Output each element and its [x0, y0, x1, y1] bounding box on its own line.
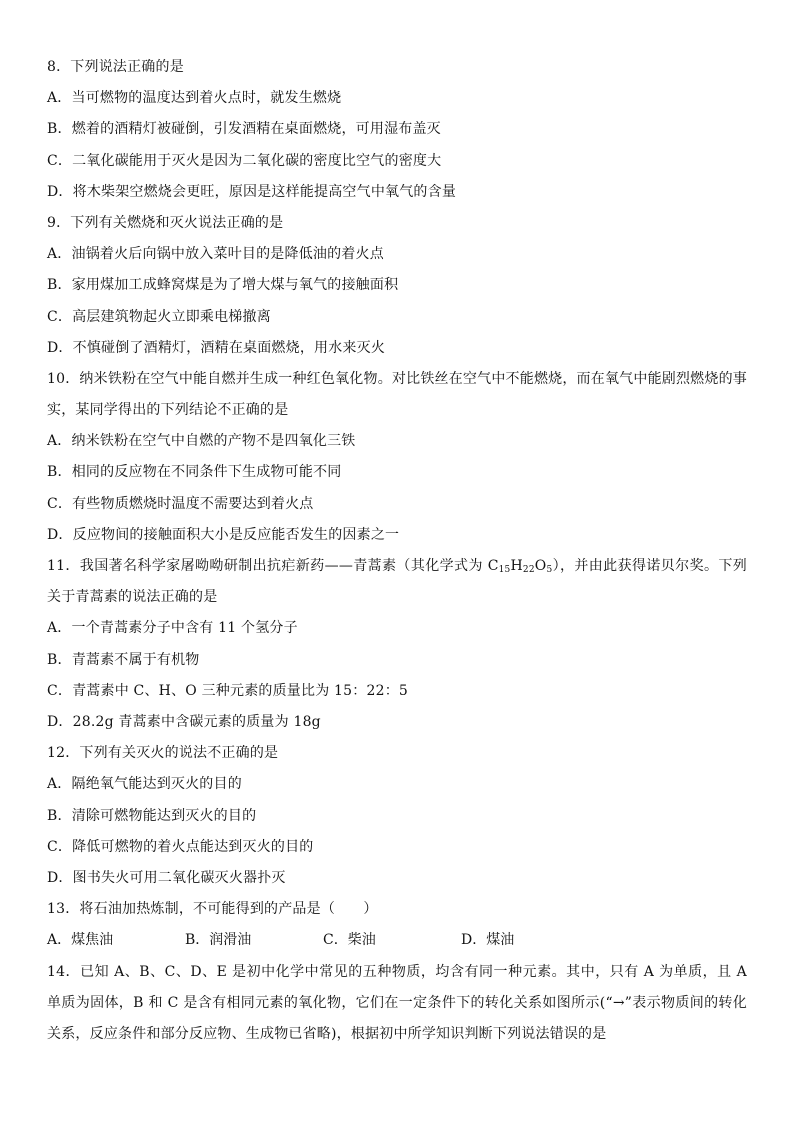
question-9-option-d: D．不慎碰倒了酒精灯，酒精在桌面燃烧，用水来灭火: [47, 339, 386, 356]
question-13-option-a: A．煤焦油: [47, 932, 114, 949]
question-12-option-c: C．降低可燃物的着火点能达到灭火的目的: [47, 838, 314, 855]
question-9-stem: 9．下列有关燃烧和灭火说法正确的是: [47, 214, 284, 231]
question-8-option-c: C．二氧化碳能用于灭火是因为二氧化碳的密度比空气的密度大: [47, 152, 442, 169]
question-13-options: [47, 925, 747, 956]
question-11-option-b: B．青蒿素不属于有机物: [47, 651, 200, 668]
question-11-option-a: A．一个青蒿素分子中含有 11 个氢分子: [47, 620, 298, 637]
question-8-option-d: D．将木柴架空燃烧会更旺，原因是这样能提高空气中氧气的含量: [47, 183, 457, 200]
question-10-stem: 10．纳米铁粉在空气中能自燃并生成一种红色氧化物。对比铁丝在空气中不能燃烧，而在氧气中能剧烈燃烧的事实，某同学得出的下列结论不正确的是: [47, 370, 747, 419]
question-9-option-a: A．油锅着火后向锅中放入菜叶目的是降低油的着火点: [47, 246, 384, 263]
question-14-stem: 14．已知 A、B、C、D、E 是初中化学中常见的五种物质，均含有同一种元素。其中，只有 A 为单质，且 A 单质为固体，B 和 C 是含有相同元素的氧化物，它们在一定条件下的转化关系如图所示(“→”表示物质间的转化关系，反应条件和部分反应物、生成物已省略)，根据初中所学知识判断下列说法错误的是: [47, 963, 747, 1042]
question-11-stem-end: ），并由此获得诺贝尔奖。下列关于青蒿素的说法正确的是: [47, 558, 747, 606]
formula-h: H: [510, 558, 523, 575]
question-12-stem: 12．下列有关灭火的说法不正确的是: [47, 745, 279, 762]
question-11-option-c: C．青蒿素中 C、H、O 三种元素的质量比为 15：22：5: [47, 682, 408, 699]
question-10-option-a: A．纳米铁粉在空气中自燃的产物不是四氧化三铁: [47, 433, 356, 450]
formula-subscript-h: 22: [522, 565, 535, 576]
question-8-option-a: A．当可燃物的温度达到着火点时，就发生燃烧: [47, 90, 342, 107]
formula-subscript-c: 15: [498, 565, 511, 576]
question-10-option-c: C．有些物质燃烧时温度不需要达到着火点: [47, 495, 314, 512]
formula-subscript-o: 5: [546, 565, 553, 576]
question-10-option-b: B．相同的反应物在不同条件下生成物可能不同: [47, 464, 342, 481]
question-12-option-d: D．图书失火可用二氧化碳灭火器扑灭: [47, 869, 286, 886]
question-list: [47, 52, 747, 1050]
question-10-option-d: D．反应物间的接触面积大小是反应能否发生的因素之一: [47, 526, 400, 543]
question-12-option-b: B．清除可燃物能达到灭火的目的: [47, 807, 257, 824]
question-12-option-a: A．隔绝氧气能达到灭火的目的: [47, 776, 242, 793]
question-9-option-b: B．家用煤加工成蜂窝煤是为了增大煤与氧气的接触面积: [47, 277, 399, 294]
question-9-option-c: C．高层建筑物起火立即乘电梯撤离: [47, 308, 271, 325]
question-13-option-b: B．润滑油: [185, 932, 252, 949]
question-11-stem: [47, 551, 747, 613]
question-11-option-d: D．28.2g 青蒿素中含碳元素的质量为 18g: [47, 714, 321, 730]
question-13-option-c: C．柴油: [323, 932, 376, 949]
question-11-stem-start: 11．我国著名科学家屠呦呦研制出抗疟新药——青蒿素（其化学式为 C: [47, 558, 499, 575]
question-13-stem: 13．将石油加热炼制，不可能得到的产品是（ ）: [47, 901, 378, 918]
question-8-stem: 8．下列说法正确的是: [47, 59, 184, 75]
question-13-option-d: D．煤油: [461, 932, 515, 949]
question-8-option-b: B．燃着的酒精灯被碰倒，引发酒精在桌面燃烧，可用湿布盖灭: [47, 121, 441, 138]
formula-o: O: [534, 558, 547, 575]
